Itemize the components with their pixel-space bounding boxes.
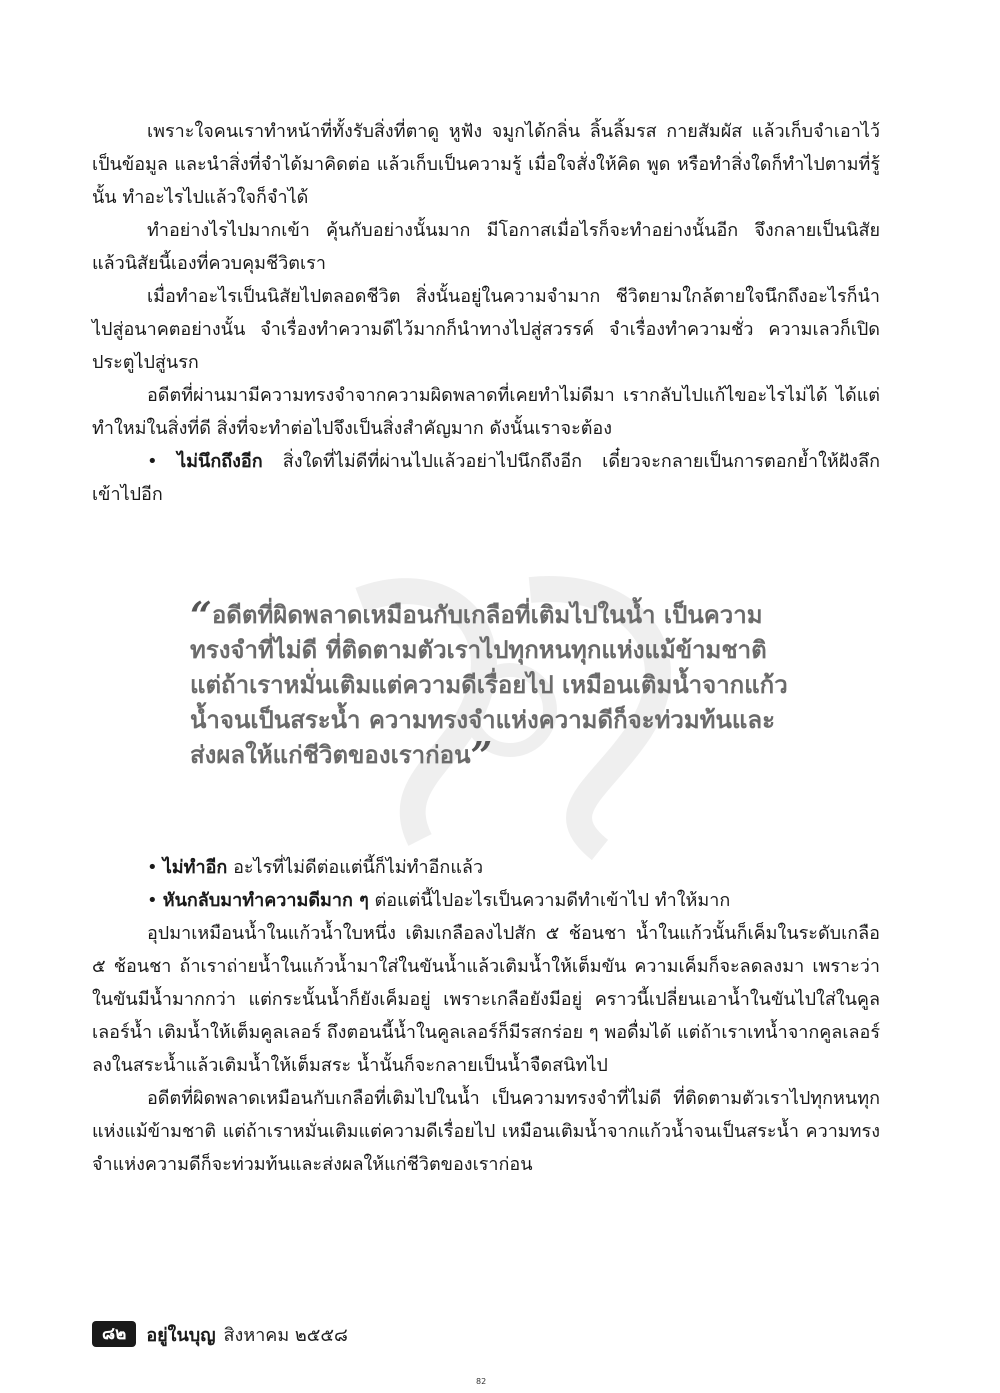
magazine-name: อยู่ในบุญ <box>146 1324 216 1346</box>
printer-page-mark: 82 <box>476 1377 487 1386</box>
paragraph-3: เมื่อทำอะไรเป็นนิสัยไปตลอดชีวิต สิ่งนั้นอยู่ในความจำมาก ชีวิตยามใกล้ตายใจนึกถึงอะไรก็นำไปสู่อนาคตอย่างนั้น จำเรื่องทำความดีไว้มากก็นำทางไปสู่สวรรค์ จำเรื่องทำความชั่ว ความเลวก็เปิดประตูไปสู่นรก <box>92 286 880 373</box>
bullet-3-heading: หันกลับมาทำความดีมาก ๆ <box>162 890 369 911</box>
paragraph-4: อดีตที่ผ่านมามีความทรงจำจากความผิดพลาดที่เคยทำไม่ดีมา เรากลับไปแก้ไขอะไรไม่ได้ ได้แต่ทำใหม่ในสิ่งที่ดี สิ่งที่จะทำต่อไปจึงเป็นสิ่งสำคัญมาก ดังนั้นเราจะต้อง <box>92 385 880 439</box>
quote-text: อดีตที่ผิดพลาดเหมือนกับเกลือที่เติมไปในน้ำ เป็นความทรงจำที่ไม่ดี ที่ติดตามตัวเราไปทุกหนทุกแห่งแม้ข้ามชาติ แต่ถ้าเราหมั่นเติมแต่ความดีเรื่อยไป เหมือนเติมน้ำจากแก้วน้ำจนเป็นสระน้ำ ความทรงจำแห่งความดีก็จะท่วมท้นและส่งผลให้แก่ชีวิตของเราก่อน <box>190 601 788 769</box>
quote-close-mark: ” <box>470 733 493 778</box>
paragraph-2: ทำอย่างไรไปมากเข้า คุ้นกับอย่างนั้นมาก มีโอกาสเมื่อไรก็จะทำอย่างนั้นอีก จึงกลายเป็นนิสัย แล้วนิสัยนี้เองที่ควบคุมชีวิตเรา <box>92 220 880 274</box>
body-text-top <box>92 115 880 511</box>
body-text-bottom <box>92 851 880 1181</box>
page-number-badge: ๘๒ <box>92 1321 136 1347</box>
bullet-item-2 <box>92 851 880 884</box>
issue-date: สิงหาคม ๒๕๕๘ <box>223 1324 348 1346</box>
page-footer <box>92 1321 348 1347</box>
paragraph-1: เพราะใจคนเราทำหน้าที่ทั้งรับสิ่งที่ตาดู หูฟัง จมูกได้กลิ่น ลิ้นลิ้มรส กายสัมผัส แล้วเก็บจำเอาไว้เป็นข้อมูล และนำสิ่งที่จำได้มาคิดต่อ แล้วเก็บเป็นความรู้ เมื่อใจสั่งให้คิด พูด หรือทำสิ่งใดก็ทำไปตามที่รู้นั้น ทำอะไรไปแล้วใจก็จำได้ <box>92 121 880 208</box>
bullet-dot: • <box>147 857 158 878</box>
bullet-2-text: อะไรที่ไม่ดีต่อแต่นี้ก็ไม่ทำอีกแล้ว <box>227 857 484 878</box>
bullet-1-text: สิ่งใดที่ไม่ดีที่ผ่านไปแล้วอย่าไปนึกถึงอีก เดี๋ยวจะกลายเป็นการตอกย้ำให้ฝังลึกเข้าไปอีก <box>92 451 880 505</box>
bullet-dot: • <box>147 451 158 472</box>
bullet-dot: • <box>147 890 158 911</box>
paragraph-6: อดีตที่ผิดพลาดเหมือนกับเกลือที่เติมไปในน้ำ เป็นความทรงจำที่ไม่ดี ที่ติดตามตัวเราไปทุกหนทุกแห่งแม้ข้ามชาติ แต่ถ้าเราหมั่นเติมแต่ความดีเรื่อยไป เหมือนเติมน้ำจากแก้วน้ำจนเป็นสระน้ำ ความทรงจำแห่งความดีก็จะท่วมท้นและส่งผลให้แก่ชีวิตของเราก่อน <box>92 1088 880 1175</box>
bullet-item-3 <box>92 884 880 917</box>
bullet-1-heading: ไม่นึกถึงอีก <box>177 451 263 472</box>
bullet-2-heading: ไม่ทำอีก <box>162 857 228 878</box>
paragraph-5: อุปมาเหมือนน้ำในแก้วน้ำใบหนึ่ง เติมเกลือลงไปสัก ๕ ช้อนชา น้ำในแก้วนั้นก็เค็มในระดับเกลือ ๕ ช้อนชา ถ้าเราถ่ายน้ำในแก้วน้ำมาใส่ในขันน้ำแล้วเติมน้ำให้เต็มขัน ความเค็มก็จะลดลงมา เพราะว่าในขันมีน้ำมากกว่า แต่กระนั้นน้ำก็ยังเค็มอยู่ เพราะเกลือยังมีอยู่ คราวนี้เปลี่ยนเอาน้ำในขันไปใส่ในคูลเลอร์น้ำ เติมน้ำให้เต็มคูลเลอร์ ถึงตอนนี้น้ำในคูลเลอร์ก็มีรสกร่อย ๆ พอดื่มได้ แต่ถ้าเราเทน้ำจากคูลเลอร์ลงในสระน้ำแล้วเติมน้ำให้เต็มสระ น้ำนั้นก็จะกลายเป็นน้ำจืดสนิทไป <box>92 923 880 1076</box>
bullet-item-1 <box>92 445 880 511</box>
pull-quote <box>190 593 790 778</box>
bullet-3-text: ต่อแต่นี้ไปอะไรเป็นความดีทำเข้าไป ทำให้มาก <box>368 890 731 911</box>
quote-open-mark: “ <box>190 593 212 638</box>
